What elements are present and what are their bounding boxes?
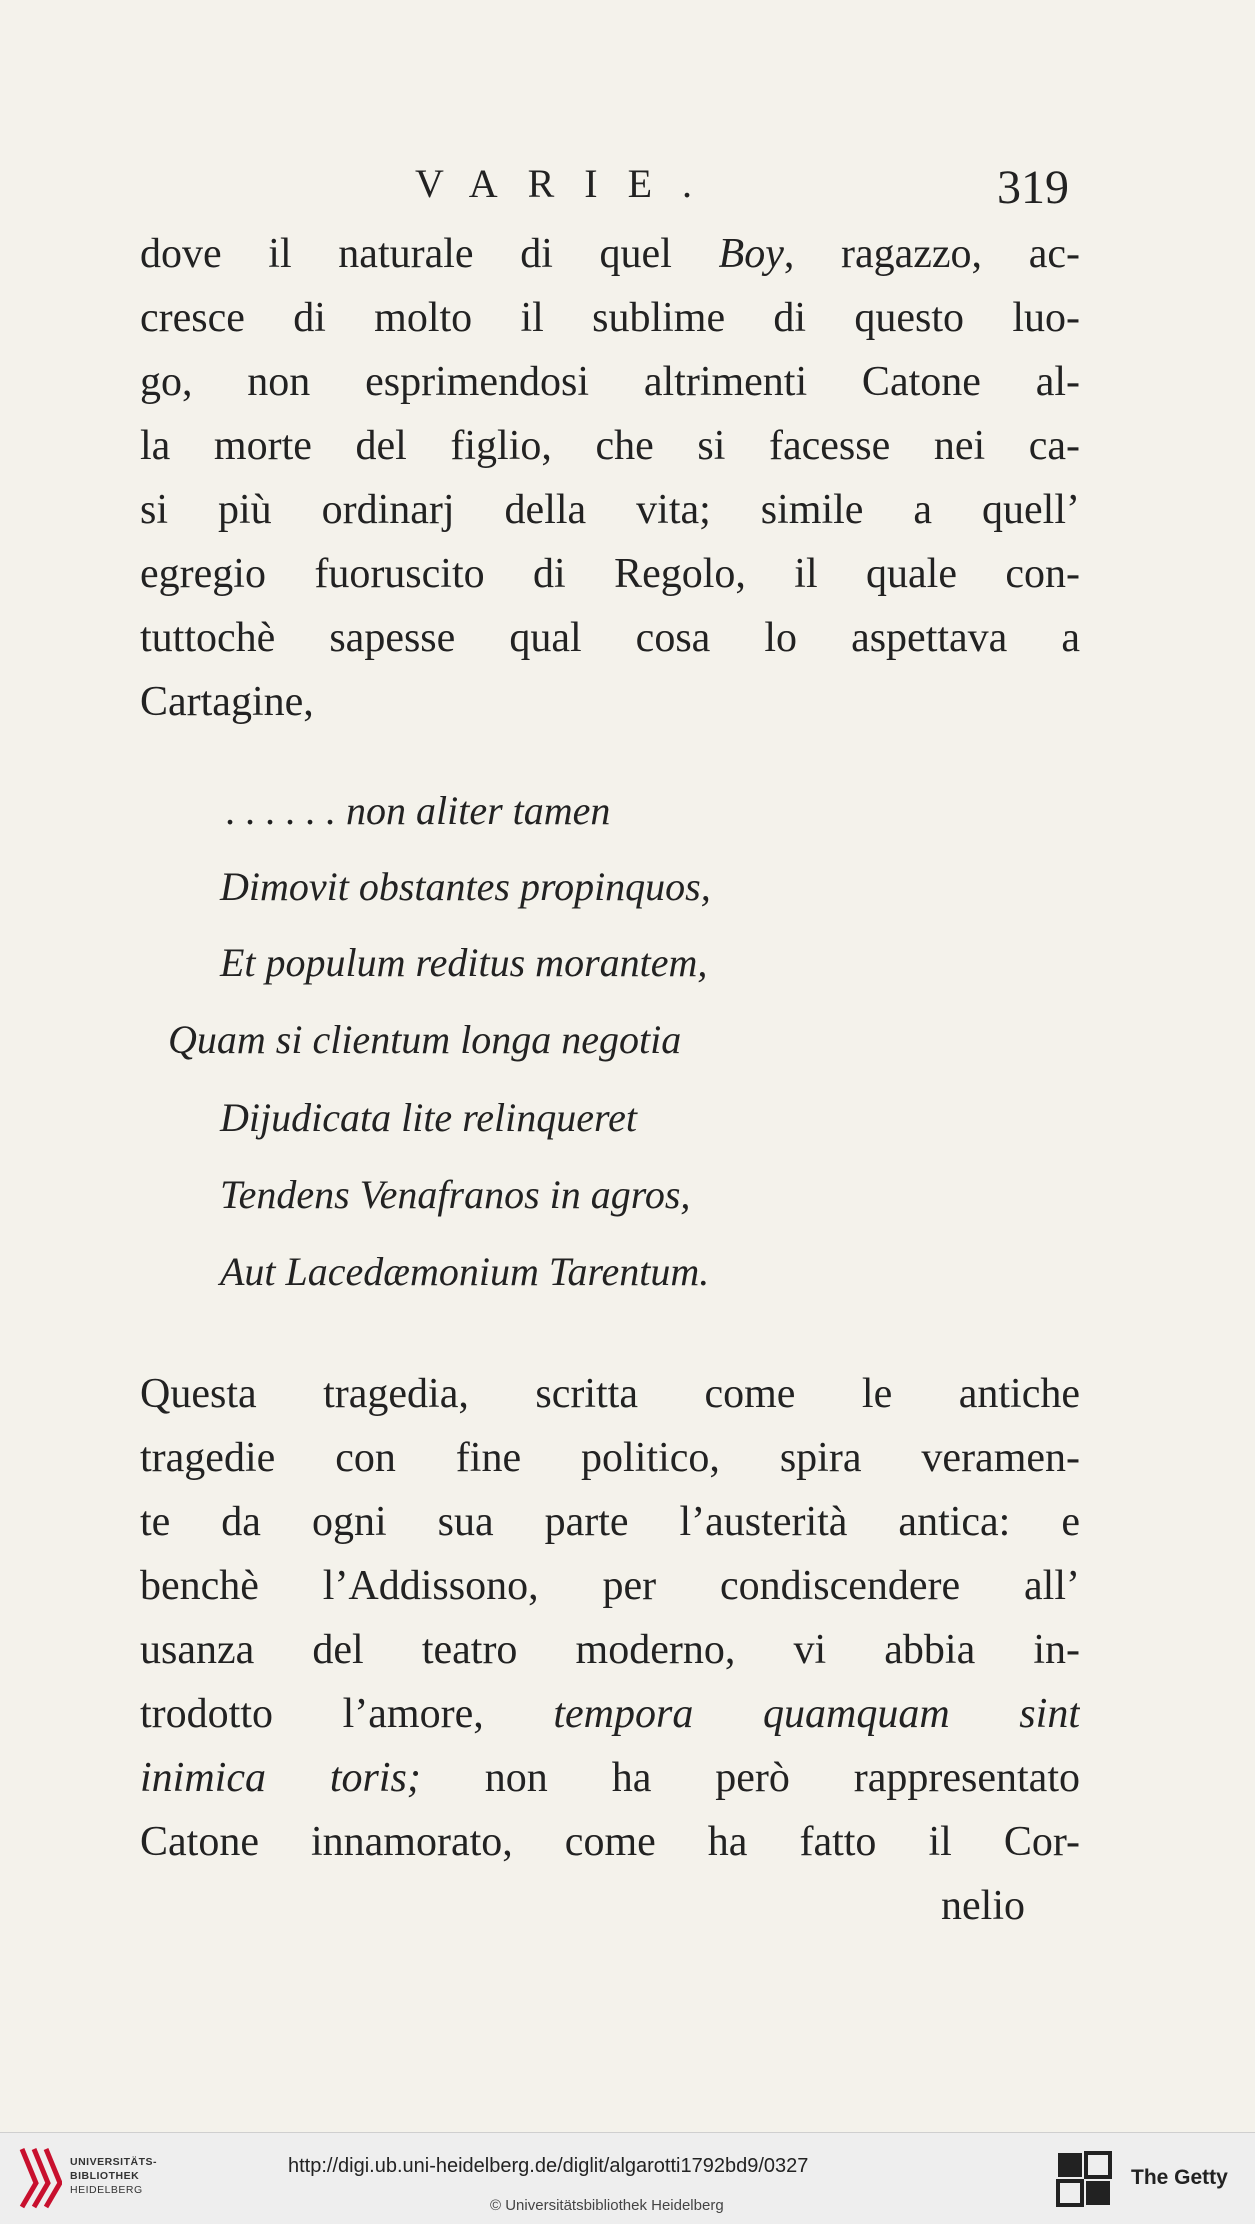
- university-seal-icon: [14, 2143, 62, 2213]
- copyright-notice: © Universitätsbibliothek Heidelberg: [490, 2197, 724, 2214]
- verse-line: Quam si clientum longa negotia: [168, 1017, 682, 1062]
- text-line: cresce di molto il sublime di questo luo-: [140, 295, 1080, 341]
- verse-line: Et populum reditus morantem,: [220, 940, 708, 985]
- text-line: Questa tragedia, scritta come le antiche: [140, 1371, 1080, 1417]
- catchword: nelio: [941, 1883, 1025, 1929]
- text-line: egregio fuoruscito di Regolo, il quale con-: [140, 551, 1080, 597]
- page-number: 319: [997, 161, 1069, 214]
- text-line: la morte del figlio, che si facesse nei ca-: [140, 423, 1080, 469]
- text-line: benchè l’Addissono, per condiscendere all’: [140, 1563, 1080, 1609]
- text-line: dove il naturale di quel Boy, ragazzo, ac-: [140, 231, 1080, 277]
- text-line: usanza del teatro moderno, vi abbia in-: [140, 1627, 1080, 1673]
- verse-line: Dimovit obstantes propinquos,: [220, 864, 711, 909]
- page-header: [0, 160, 1255, 220]
- text-line: te da ogni sua parte l’austerità antica: e: [140, 1499, 1080, 1545]
- verse-line: Tendens Venafranos in agros,: [220, 1172, 691, 1217]
- university-name: UNIVERSITÄTS- BIBLIOTHEK HEIDELBERG: [70, 2156, 158, 2196]
- verse-line: Dijudicata lite relinqueret: [220, 1095, 637, 1140]
- text-line: tuttochè sapesse qual cosa lo aspettava a: [140, 615, 1080, 661]
- text-line: tragedie con fine politico, spira veramen-: [140, 1435, 1080, 1481]
- permalink-url[interactable]: http://digi.ub.uni-heidelberg.de/diglit/algarotti1792bd9/0327: [288, 2155, 809, 2177]
- getty-name: The Getty: [1131, 2166, 1228, 2189]
- text-line: Cartagine,: [140, 679, 314, 725]
- text-line: inimica toris; non ha però rappresentato: [140, 1755, 1080, 1801]
- text-line: trodotto l’amore, tempora quamquam sint: [140, 1691, 1080, 1737]
- viewer-footer: [0, 2132, 1255, 2224]
- verse-line: Aut Lacedæmonium Tarentum.: [220, 1249, 710, 1294]
- running-title: VARIE.: [415, 161, 723, 206]
- text-line: si più ordinarj della vita; simile a quell’: [140, 487, 1080, 533]
- getty-logo-icon: [1056, 2151, 1114, 2209]
- verse-line: . . . . . . non aliter tamen: [226, 788, 611, 833]
- text-line: Catone innamorato, come ha fatto il Cor-: [140, 1819, 1080, 1865]
- text-line: go, non esprimendosi altrimenti Catone al-: [140, 359, 1080, 405]
